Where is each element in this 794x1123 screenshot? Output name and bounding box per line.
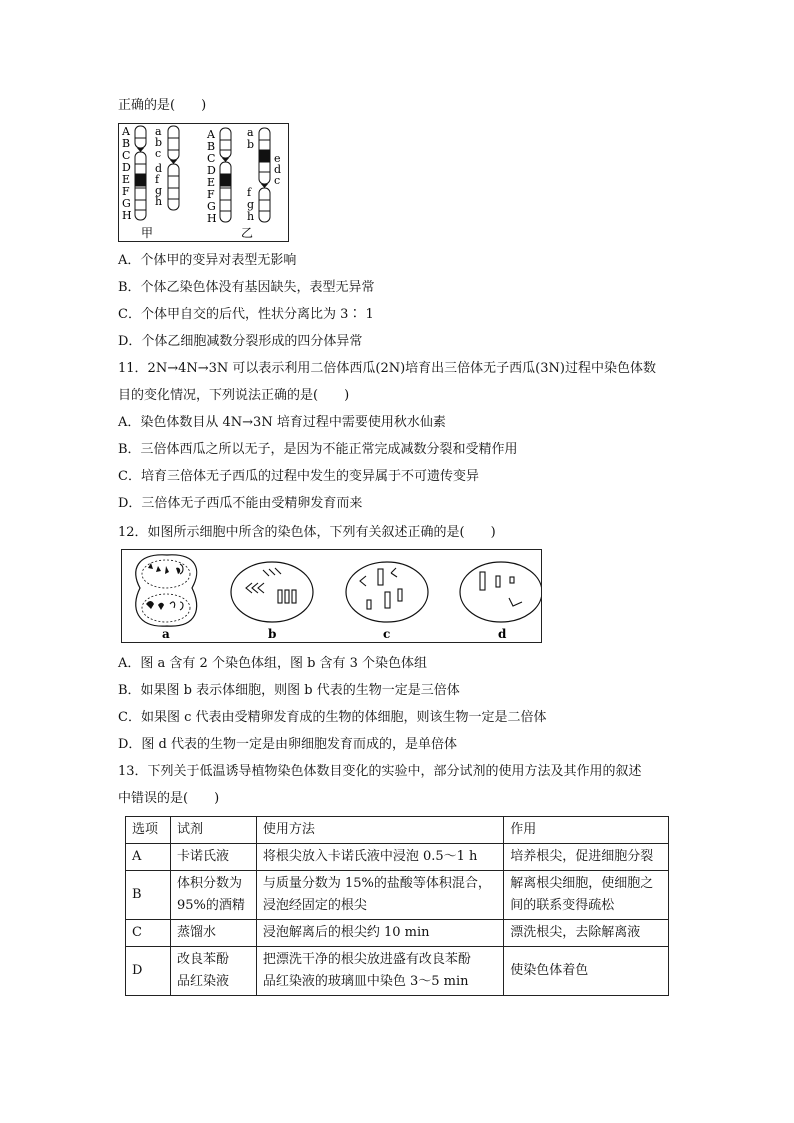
yi-right-gene-labels [247, 126, 281, 223]
jia-right-gene-labels [155, 125, 162, 208]
yi-chromosome-1 [220, 128, 231, 222]
reagent-text: 卡诺氏液 [176, 849, 229, 864]
q11-option-c: C．培育三倍体无子西瓜的过程中发生的变异属于不可遗传变异 [118, 469, 479, 484]
centromere [222, 158, 229, 162]
effect-cell [504, 871, 669, 920]
jia-chromosome-2 [168, 126, 179, 210]
table-row [126, 947, 669, 996]
q11-stem-line-2: 目的变化情况，下列说法正确的是( ) [118, 388, 350, 403]
q11-option-a: A．染色体数目从 4N→3N 培育过程中需要使用秋水仙素 [118, 415, 446, 430]
gene-label: e [274, 152, 281, 165]
reagent-table [125, 816, 669, 996]
cells-diagram [122, 550, 541, 642]
option-cell: D [126, 947, 171, 996]
table-row [126, 844, 669, 871]
gene-label: A [207, 128, 215, 141]
q12-option-b: B．如果图 b 表示体细胞，则图 b 代表的生物一定是三倍体 [118, 683, 460, 698]
effect-text: 使染色体着色 [510, 963, 589, 978]
header-cell: 作用 [504, 817, 669, 844]
q12-option-a: A．图 a 含有 2 个染色体组，图 b 含有 3 个染色体组 [118, 656, 428, 671]
cell-label-b: b [268, 627, 277, 641]
q10-option-d: D．个体乙细胞减数分裂形成的四分体异常 [118, 334, 363, 349]
method-text: 浸泡解离后的根尖约 10 min [262, 925, 430, 940]
cell-d [460, 562, 541, 622]
method-text: 品红染液的玻璃皿中染色 3～5 min [262, 974, 469, 989]
method-cell [256, 947, 503, 996]
gene-label: H [207, 212, 217, 225]
table-row [126, 920, 669, 947]
method-text: 与质量分数为 15%的盐酸等体积混合， [262, 876, 491, 891]
gene-label: C [207, 152, 216, 165]
gene-label: F [122, 185, 130, 198]
effect-text: 间的联系变得疏松 [510, 898, 615, 913]
q10-option-c: C．个体甲自交的后代，性状分离比为 3∶ 1 [118, 307, 374, 322]
jia-left-gene-labels [121, 125, 132, 222]
effect-cell [504, 947, 669, 996]
gene-label: G [207, 200, 216, 213]
header-cell: 选项 [126, 817, 171, 844]
gene-label: h [247, 210, 255, 223]
option-cell: B [126, 871, 171, 920]
cell-label-c: c [383, 627, 391, 641]
header-cell: 试剂 [170, 817, 256, 844]
effect-text: 培养根尖，促进细胞分裂 [510, 849, 654, 864]
cell-label-a: a [162, 627, 170, 641]
gene-label: d [155, 162, 163, 175]
gene-label: f [247, 186, 252, 199]
cell-chromosome-figure [121, 549, 542, 643]
q12-stem: 12．如图所示细胞中所含的染色体，下列有关叙述正确的是( ) [118, 525, 496, 540]
gene-label: a [155, 125, 162, 138]
gene-label: C [122, 149, 131, 162]
gene-label: B [122, 137, 131, 150]
option-cell: C [126, 920, 171, 947]
gene-label: E [122, 173, 131, 186]
gene-label: d [274, 163, 282, 176]
gene-label: c [274, 174, 281, 187]
reagent-text: 品红染液 [176, 974, 229, 989]
chromosome-figure-jia-yi [118, 123, 289, 242]
chromosome-diagram [119, 124, 288, 241]
q11-option-b: B．三倍体西瓜之所以无子，是因为不能正常完成减数分裂和受精作用 [118, 442, 518, 457]
q13-stem-line-1: 13．下列关于低温诱导植物染色体数目变化的实验中，部分试剂的使用方法及其作用的叙述 [118, 764, 642, 779]
reagent-text: 改良苯酚 [176, 952, 229, 967]
reagent-cell [170, 844, 256, 871]
gene-label: E [207, 176, 216, 189]
caption-jia: 甲 [141, 226, 154, 240]
q10-option-a: A．个体甲的变异对表型无影响 [118, 253, 297, 268]
jia-chromosome-1 [135, 126, 146, 220]
reagent-cell [170, 947, 256, 996]
effect-cell [504, 920, 669, 947]
centromere [170, 160, 177, 164]
gene-label: B [207, 140, 216, 153]
gene-label: b [247, 138, 255, 151]
q13-stem-line-2: 中错误的是( ) [118, 791, 220, 806]
reagent-text: 95%的酒精 [176, 898, 245, 913]
reagent-text: 蒸馏水 [176, 925, 216, 940]
method-text: 将根尖放入卡诺氏液中浸泡 0.5～1 h [262, 849, 478, 864]
option-cell: A [126, 844, 171, 871]
method-cell [256, 920, 503, 947]
effect-text: 漂洗根尖，去除解离液 [510, 925, 641, 940]
cell-a [136, 555, 197, 626]
gene-label: g [247, 198, 255, 211]
q10-option-b: B．个体乙染色体没有基因缺失，表型无异常 [118, 280, 375, 295]
gene-label: H [122, 209, 132, 222]
q10-stem-tail: 正确的是( ) [118, 98, 207, 113]
cell-label-d: d [498, 627, 507, 641]
caption-yi: 乙 [241, 226, 254, 240]
effect-text: 解离根尖细胞，使细胞之 [510, 876, 654, 891]
cell-b [231, 562, 313, 622]
centromere [261, 184, 268, 188]
cell-c [346, 562, 428, 622]
gene-label: f [155, 173, 160, 186]
gene-label: A [122, 125, 130, 138]
reagent-cell [170, 871, 256, 920]
table-header-row [126, 817, 669, 844]
centromere [137, 148, 144, 152]
yi-left-gene-labels [206, 128, 217, 225]
method-cell [256, 844, 503, 871]
q12-option-c: C．如果图 c 代表由受精卵发育成的生物的体细胞，则该生物一定是二倍体 [118, 710, 547, 725]
gene-label: a [247, 126, 254, 139]
q12-option-d: D．图 d 代表的生物一定是由卵细胞发育而成的，是单倍体 [118, 737, 458, 752]
gene-label: G [122, 197, 131, 210]
gene-label: F [207, 188, 215, 201]
effect-cell [504, 844, 669, 871]
q11-option-d: D．三倍体无子西瓜不能由受精卵发育而来 [118, 496, 363, 511]
gene-label: g [155, 184, 163, 197]
gene-label: D [122, 161, 131, 174]
method-cell [256, 871, 503, 920]
yi-chromosome-2 [259, 128, 270, 222]
header-cell: 使用方法 [256, 817, 503, 844]
gene-label: b [155, 136, 163, 149]
gene-label: c [155, 147, 162, 160]
table-row [126, 871, 669, 920]
reagent-text: 体积分数为 [176, 876, 242, 891]
method-text: 浸泡经固定的根尖 [262, 898, 367, 913]
q11-stem-line-1: 11．2N→4N→3N 可以表示利用二倍体西瓜(2N)培育出三倍体无子西瓜(3N)过程中染色体数 [118, 361, 656, 376]
gene-label: D [207, 164, 216, 177]
gene-label: h [155, 195, 163, 208]
reagent-cell [170, 920, 256, 947]
method-text: 把漂洗干净的根尖放进盛有改良苯酚 [262, 952, 471, 967]
